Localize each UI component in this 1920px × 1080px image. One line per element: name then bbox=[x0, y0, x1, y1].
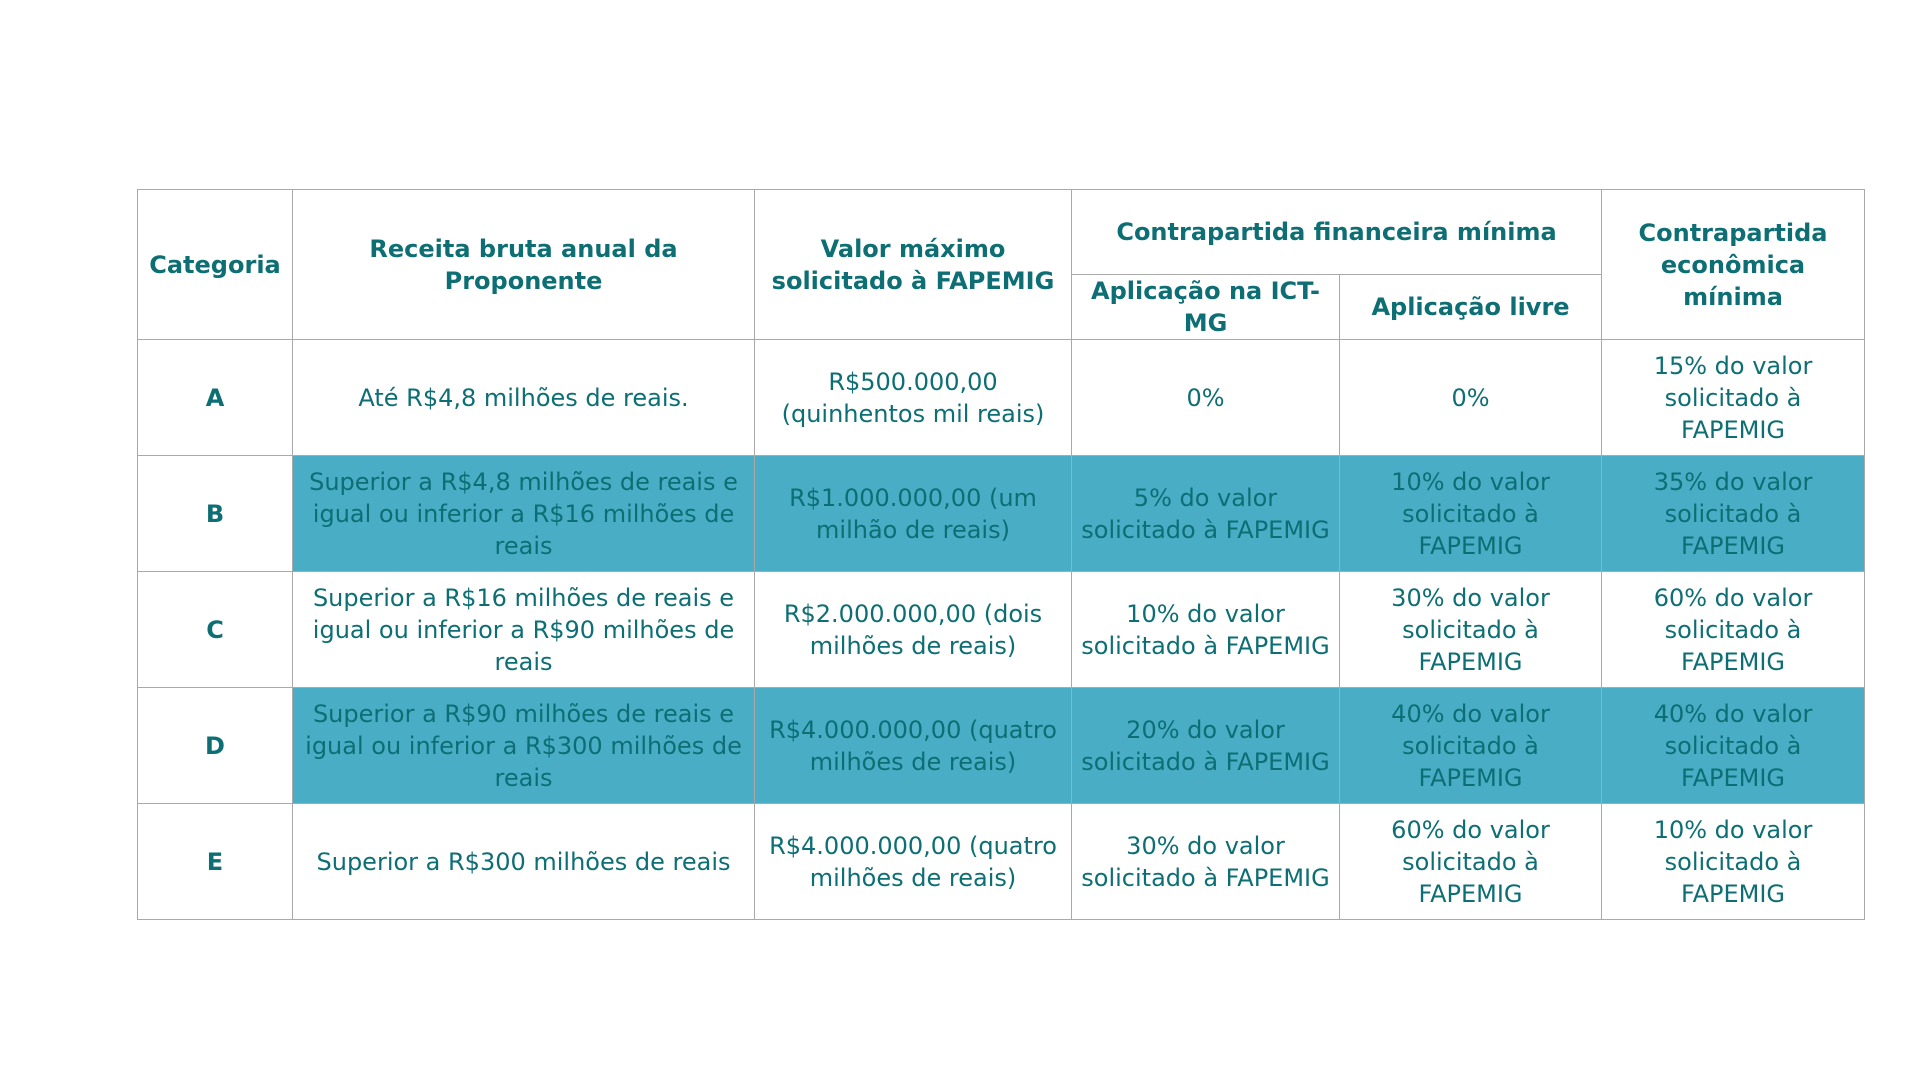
cell-categoria: B bbox=[138, 456, 293, 572]
cell-valor-maximo: R$2.000.000,00 (dois milhões de reais) bbox=[755, 572, 1072, 688]
cell-receita: Superior a R$16 milhões de reais e igual ou inferior a R$90 milhões de reais bbox=[293, 572, 755, 688]
cell-aplicacao-livre: 60% do valor solicitado à FAPEMIG bbox=[1340, 804, 1602, 920]
cell-categoria: D bbox=[138, 688, 293, 804]
header-aplicacao-livre: Aplicação livre bbox=[1340, 275, 1602, 340]
cell-receita: Até R$4,8 milhões de reais. bbox=[293, 340, 755, 456]
cell-contrapartida-economica: 60% do valor solicitado à FAPEMIG bbox=[1602, 572, 1865, 688]
cell-categoria: E bbox=[138, 804, 293, 920]
category-table bbox=[137, 189, 1865, 920]
table-row bbox=[138, 688, 1865, 804]
table-row bbox=[138, 456, 1865, 572]
cell-aplicacao-ict: 30% do valor solicitado à FAPEMIG bbox=[1072, 804, 1340, 920]
cell-aplicacao-ict: 5% do valor solicitado à FAPEMIG bbox=[1072, 456, 1340, 572]
table-row bbox=[138, 572, 1865, 688]
cell-contrapartida-economica: 10% do valor solicitado à FAPEMIG bbox=[1602, 804, 1865, 920]
cell-aplicacao-ict: 10% do valor solicitado à FAPEMIG bbox=[1072, 572, 1340, 688]
header-valor-maximo: Valor máximo solicitado à FAPEMIG bbox=[755, 190, 1072, 340]
table-row bbox=[138, 804, 1865, 920]
cell-aplicacao-ict: 0% bbox=[1072, 340, 1340, 456]
cell-aplicacao-ict: 20% do valor solicitado à FAPEMIG bbox=[1072, 688, 1340, 804]
header-aplicacao-ict: Aplicação na ICT-MG bbox=[1072, 275, 1340, 340]
cell-categoria: C bbox=[138, 572, 293, 688]
cell-contrapartida-economica: 40% do valor solicitado à FAPEMIG bbox=[1602, 688, 1865, 804]
cell-categoria: A bbox=[138, 340, 293, 456]
cell-valor-maximo: R$1.000.000,00 (um milhão de reais) bbox=[755, 456, 1072, 572]
cell-aplicacao-livre: 30% do valor solicitado à FAPEMIG bbox=[1340, 572, 1602, 688]
cell-valor-maximo: R$4.000.000,00 (quatro milhões de reais) bbox=[755, 688, 1072, 804]
header-row bbox=[138, 190, 1865, 275]
cell-contrapartida-economica: 35% do valor solicitado à FAPEMIG bbox=[1602, 456, 1865, 572]
header-contrapartida-economica: Contrapartida econômica mínima bbox=[1602, 190, 1865, 340]
table-row bbox=[138, 340, 1865, 456]
cell-aplicacao-livre: 10% do valor solicitado à FAPEMIG bbox=[1340, 456, 1602, 572]
cell-contrapartida-economica: 15% do valor solicitado à FAPEMIG bbox=[1602, 340, 1865, 456]
cell-receita: Superior a R$300 milhões de reais bbox=[293, 804, 755, 920]
cell-receita: Superior a R$4,8 milhões de reais e igual ou inferior a R$16 milhões de reais bbox=[293, 456, 755, 572]
cell-receita: Superior a R$90 milhões de reais e igual ou inferior a R$300 milhões de reais bbox=[293, 688, 755, 804]
header-contrapartida-financeira: Contrapartida financeira mínima bbox=[1072, 190, 1602, 275]
cell-aplicacao-livre: 0% bbox=[1340, 340, 1602, 456]
header-receita: Receita bruta anual da Proponente bbox=[293, 190, 755, 340]
cell-aplicacao-livre: 40% do valor solicitado à FAPEMIG bbox=[1340, 688, 1602, 804]
cell-valor-maximo: R$4.000.000,00 (quatro milhões de reais) bbox=[755, 804, 1072, 920]
cell-valor-maximo: R$500.000,00 (quinhentos mil reais) bbox=[755, 340, 1072, 456]
header-categoria: Categoria bbox=[138, 190, 293, 340]
